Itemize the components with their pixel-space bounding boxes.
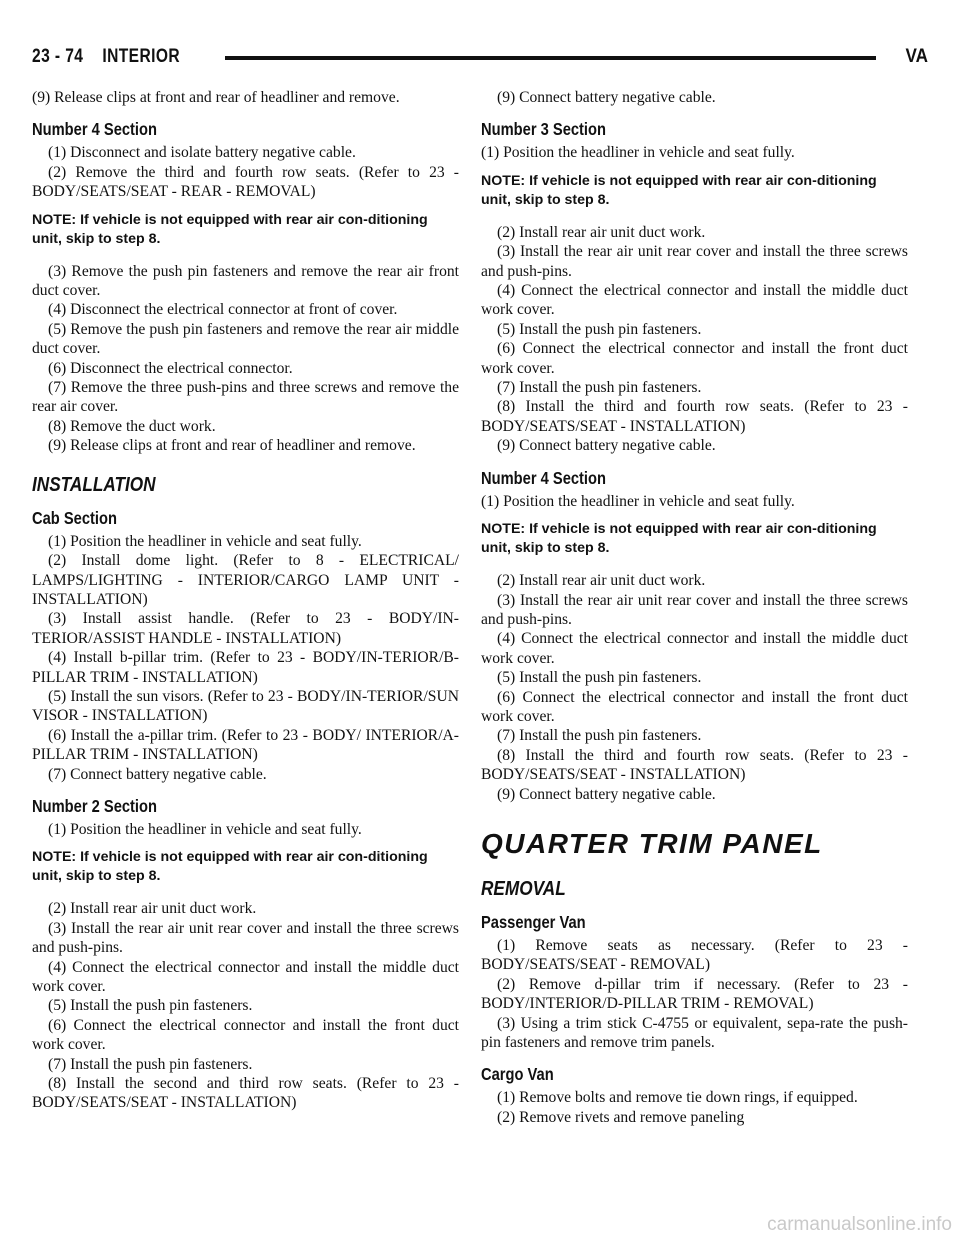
number-2-section-steps (32, 820, 459, 839)
step-item: (2) Remove rivets and remove paneling (497, 1108, 745, 1126)
page-header (32, 42, 928, 76)
step-item: (5) Install the push pin fasteners. (497, 669, 702, 687)
step-item: (9) Release clips at front and rear of headliner and remove. (32, 89, 400, 106)
number-4-removal-note: NOTE: If vehicle is not equipped with rear air con-ditioning unit, skip to step 8. (32, 211, 428, 247)
cargo-van-steps (481, 1088, 908, 1127)
step-item: (9) Release clips at front and rear of headliner and remove. (48, 437, 416, 455)
step-item: (1) Position the headliner in vehicle and seat fully. (481, 492, 795, 510)
step-item: (5) Install the push pin fasteners. (497, 320, 702, 338)
step-item: (4) Install b-pillar trim. (Refer to 23 - BODY/IN-TERIOR/B-PILLAR TRIM - INSTALLATION) (32, 649, 459, 686)
step-item: (8) Install the second and third row seats. (Refer to 23 - BODY/SEATS/SEAT - INSTALLATION) (32, 1075, 459, 1112)
number-4-removal-steps (32, 143, 459, 201)
watermark: carmanualsonline.info (767, 1214, 952, 1235)
page-number-section: 23 - 74 INTERIOR (32, 46, 181, 67)
step-item: (2) Install rear air unit duct work. (497, 223, 706, 241)
left-column (32, 88, 459, 1113)
step-item: (2) Install dome light. (Refer to 8 - ELECTRICAL/ LAMPS/LIGHTING - INTERIOR/CARGO LAMP UNIT - INSTALLATION) (32, 552, 459, 608)
number-2-section-heading: Number 2 Section (32, 795, 157, 816)
step-item: (2) Install rear air unit duct work. (48, 900, 257, 918)
number-2-section-steps-cont (32, 899, 459, 1112)
number-4-install-steps-cont (481, 571, 908, 804)
passenger-van-heading: Passenger Van (481, 911, 586, 932)
installation-heading: INSTALLATION (32, 473, 156, 496)
header-rule (225, 56, 876, 60)
step-item: (3) Install the rear air unit rear cover and install the three screws and push-pins. (481, 243, 908, 280)
step-item: (8) Install the third and fourth row seats. (Refer to 23 - BODY/SEATS/SEAT - INSTALLATION) (481, 398, 908, 435)
step-item: (7) Install the push pin fasteners. (48, 1055, 253, 1073)
step-item: (1) Remove seats as necessary. (Refer to 23 - BODY/SEATS/SEAT - REMOVAL) (481, 936, 908, 974)
step-item: (6) Install the a-pillar trim. (Refer to 23 - BODY/ INTERIOR/A-PILLAR TRIM - INSTALLATION) (32, 726, 459, 764)
number-4-install-steps (481, 492, 908, 511)
step-item: (3) Using a trim stick C-4755 or equivalent, sepa-rate the push-pin fasteners and remove trim panels. (481, 1014, 908, 1051)
step-item: (6) Connect the electrical connector and install the front duct work cover. (32, 1016, 459, 1054)
step-item: (4) Connect the electrical connector and install the middle duct work cover. (32, 958, 459, 995)
step-item: (1) Position the headliner in vehicle and seat fully. (481, 144, 795, 162)
step-item: (9) Connect battery negative cable. (497, 89, 716, 106)
step-item: (2) Remove the third and fourth row seats. (Refer to 23 - BODY/SEATS/SEAT - REAR - REMOVAL) (32, 163, 459, 201)
intro-steps (32, 88, 459, 107)
right-top-steps (481, 88, 908, 107)
step-item: (4) Connect the electrical connector and install the middle duct work cover. (481, 282, 908, 319)
step-item: (3) Install the rear air unit rear cover and install the three screws and push-pins. (481, 591, 908, 628)
step-item: (7) Remove the three push-pins and three screws and remove the rear air cover. (32, 379, 459, 416)
cab-section-steps (32, 532, 459, 784)
number-4-removal-heading: Number 4 Section (32, 119, 157, 140)
step-item: (6) Disconnect the electrical connector. (48, 359, 293, 377)
step-item: (2) Install rear air unit duct work. (497, 572, 706, 590)
cab-section-heading: Cab Section (32, 507, 117, 528)
step-item: (1) Position the headliner in vehicle and seat fully. (48, 532, 362, 550)
step-item: (5) Install the sun visors. (Refer to 23 - BODY/IN-TERIOR/SUN VISOR - INSTALLATION) (32, 687, 459, 725)
step-item: (5) Install the push pin fasteners. (48, 997, 253, 1015)
number-2-section-note: NOTE: If vehicle is not equipped with rear air con-ditioning unit, skip to step 8. (32, 849, 428, 885)
step-item: (2) Remove d-pillar trim if necessary. (Refer to 23 - BODY/INTERIOR/D-PILLAR TRIM - REMOVAL) (481, 975, 908, 1013)
step-item: (8) Install the third and fourth row seats. (Refer to 23 - BODY/SEATS/SEAT - INSTALLATION) (481, 746, 908, 784)
step-item: (1) Position the headliner in vehicle and seat fully. (48, 820, 362, 838)
step-item: (7) Install the push pin fasteners. (497, 379, 702, 397)
number-3-section-heading: Number 3 Section (481, 119, 606, 140)
step-item: (5) Remove the push pin fasteners and remove the rear air middle duct cover. (32, 320, 459, 358)
step-item: (1) Remove bolts and remove tie down rings, if equipped. (497, 1089, 858, 1107)
step-item: (4) Connect the electrical connector and install the middle duct work cover. (481, 630, 908, 667)
quarter-trim-panel-title: QUARTER TRIM PANEL (481, 827, 823, 859)
step-item: (7) Install the push pin fasteners. (497, 727, 702, 745)
step-item: (4) Disconnect the electrical connector at front of cover. (48, 301, 398, 319)
removal-heading: REMOVAL (481, 877, 566, 900)
step-item: (9) Connect battery negative cable. (497, 785, 716, 803)
cargo-van-heading: Cargo Van (481, 1064, 554, 1085)
step-item: (6) Connect the electrical connector and install the front duct work cover. (481, 688, 908, 725)
step-item: (6) Connect the electrical connector and install the front duct work cover. (481, 340, 908, 377)
vehicle-code: VA (905, 46, 928, 67)
number-3-section-note: NOTE: If vehicle is not equipped with rear air con-ditioning unit, skip to step 8. (481, 172, 877, 208)
step-item: (1) Disconnect and isolate battery negative cable. (48, 144, 356, 162)
step-item: (3) Install assist handle. (Refer to 23 - BODY/IN-TERIOR/ASSIST HANDLE - INSTALLATION) (32, 610, 459, 647)
number-4-install-heading: Number 4 Section (481, 467, 606, 488)
right-column (481, 88, 908, 1127)
number-3-section-steps (481, 143, 908, 162)
passenger-van-steps (481, 936, 908, 1052)
step-item: (3) Remove the push pin fasteners and remove the rear air front duct cover. (32, 262, 459, 300)
number-4-install-note: NOTE: If vehicle is not equipped with rear air con-ditioning unit, skip to step 8. (481, 521, 877, 557)
number-4-removal-steps-cont (32, 262, 459, 456)
number-3-section-steps-cont (481, 223, 908, 456)
step-item: (3) Install the rear air unit rear cover and install the three screws and push-pins. (32, 919, 459, 957)
step-item: (7) Connect battery negative cable. (48, 765, 267, 783)
step-item: (8) Remove the duct work. (48, 417, 216, 435)
step-item: (9) Connect battery negative cable. (497, 437, 716, 455)
